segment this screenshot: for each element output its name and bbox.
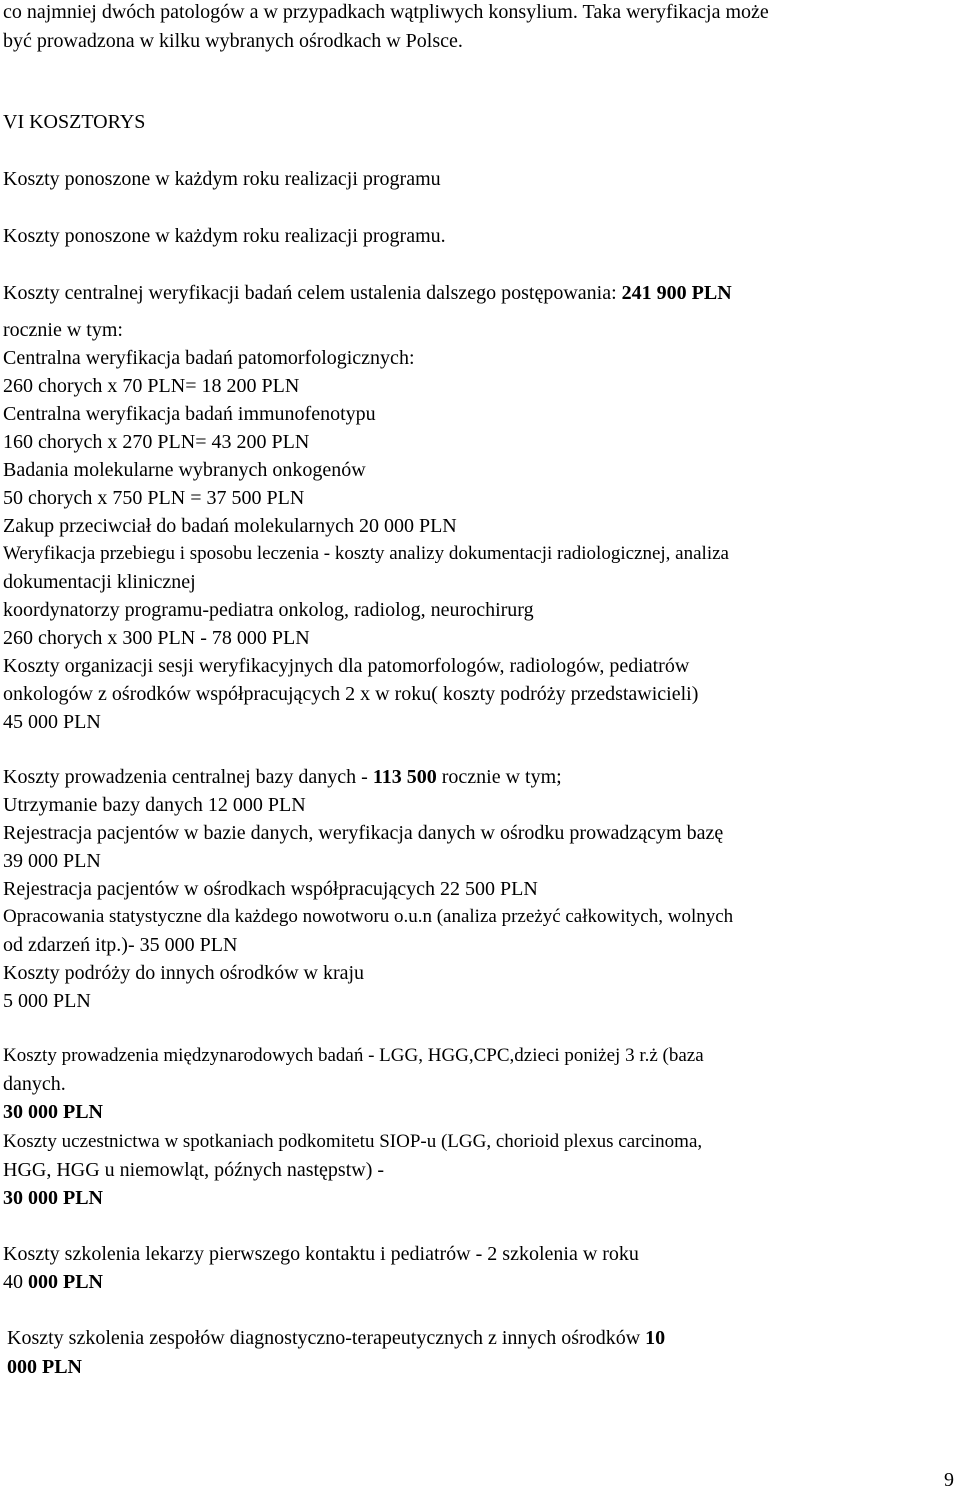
database-total: 113 500 (372, 766, 437, 788)
section-subheading: Koszty ponoszone w każdym roku realizacji programu. (3, 225, 446, 247)
international-line-2: danych. (3, 1073, 66, 1095)
training-gp-line: Koszty szkolenia lekarzy pierwszego kontaktu i pediatrów - 2 szkolenia w roku (3, 1243, 639, 1265)
international-line-1: Koszty prowadzenia międzynarodowych badań - LGG, HGG,CPC,dzieci poniżej 3 r.ż (baza (3, 1045, 704, 1066)
training-teams-line: Koszty szkolenia zespołów diagnostyczno-terapeutycznych z innych ośrodków 10 (7, 1327, 666, 1349)
siop-amount: 30 000 PLN (3, 1187, 103, 1209)
cv-line: Centralna weryfikacja badań immunofenotypu (3, 403, 376, 425)
cv-line: 260 chorych x 70 PLN= 18 200 PLN (3, 375, 300, 397)
db-line: od zdarzeń itp.)- 35 000 PLN (3, 934, 238, 956)
cv-line: Badania molekularne wybranych onkogenów (3, 459, 366, 481)
db-line: Koszty podróży do innych ośrodków w kraju (3, 962, 365, 984)
page-number: 9 (944, 1469, 954, 1491)
siop-line-2: HGG, HGG u niemowląt, późnych następstw) - (3, 1159, 385, 1181)
db-line: Rejestracja pacjentów w ośrodkach współpracujących 22 500 PLN (3, 878, 538, 900)
db-line: Rejestracja pacjentów w bazie danych, weryfikacja danych w ośrodku prowadzącym bazę (3, 822, 724, 844)
cv-line: 50 chorych x 750 PLN = 37 500 PLN (3, 487, 305, 509)
cv-line: Weryfikacja przebiegu i sposobu leczenia - koszty analizy dokumentacji radiologicznej, analiza (3, 543, 729, 564)
section-heading: Koszty ponoszone w każdym roku realizacji programu (3, 168, 441, 190)
intro-line-1: co najmniej dwóch patologów a w przypadkach wątpliwych konsylium. Taka weryfikacja może (3, 1, 769, 23)
db-line: Opracowania statystyczne dla każdego nowotworu o.u.n (analiza przeżyć całkowitych, wolnych (3, 906, 734, 927)
cv-line: Centralna weryfikacja badań patomorfologicznych: (3, 347, 415, 369)
cv-line: 260 chorych x 300 PLN - 78 000 PLN (3, 627, 310, 649)
db-line: Utrzymanie bazy danych 12 000 PLN (3, 794, 306, 816)
cv-line: 45 000 PLN (3, 711, 101, 733)
central-verification-intro: Koszty centralnej weryfikacji badań celem ustalenia dalszego postępowania: 241 900 PLN (3, 282, 732, 304)
db-line: 5 000 PLN (3, 990, 91, 1012)
cv-line: koordynatorzy programu-pediatra onkolog, radiolog, neurochirurg (3, 599, 534, 621)
cv-line: onkologów z ośrodków współpracujących 2 x w roku( koszty podróży przedstawicieli) (3, 683, 699, 705)
cv-line: Koszty organizacji sesji weryfikacyjnych dla patomorfologów, radiologów, pediatrów (3, 655, 690, 677)
intro-line-2: być prowadzona w kilku wybranych ośrodkach w Polsce. (3, 30, 463, 52)
database-intro: Koszty prowadzenia centralnej bazy danych - 113 500 rocznie w tym; (3, 766, 562, 788)
training-gp-amount: 40 000 PLN (3, 1271, 103, 1293)
cv-line: Zakup przeciwciał do badań molekularnych 20 000 PLN (3, 515, 457, 537)
central-verification-total: 241 900 PLN (621, 282, 732, 304)
international-amount: 30 000 PLN (3, 1101, 103, 1123)
section-title: VI KOSZTORYS (3, 111, 146, 133)
cv-line: 160 chorych x 270 PLN= 43 200 PLN (3, 431, 310, 453)
db-line: 39 000 PLN (3, 850, 101, 872)
training-teams-amount: 000 PLN (7, 1356, 82, 1378)
siop-line-1: Koszty uczestnictwa w spotkaniach podkomitetu SIOP-u (LGG, chorioid plexus carcinoma, (3, 1131, 703, 1152)
cv-line: rocznie w tym: (3, 319, 123, 341)
cv-line: dokumentacji klinicznej (3, 571, 196, 593)
